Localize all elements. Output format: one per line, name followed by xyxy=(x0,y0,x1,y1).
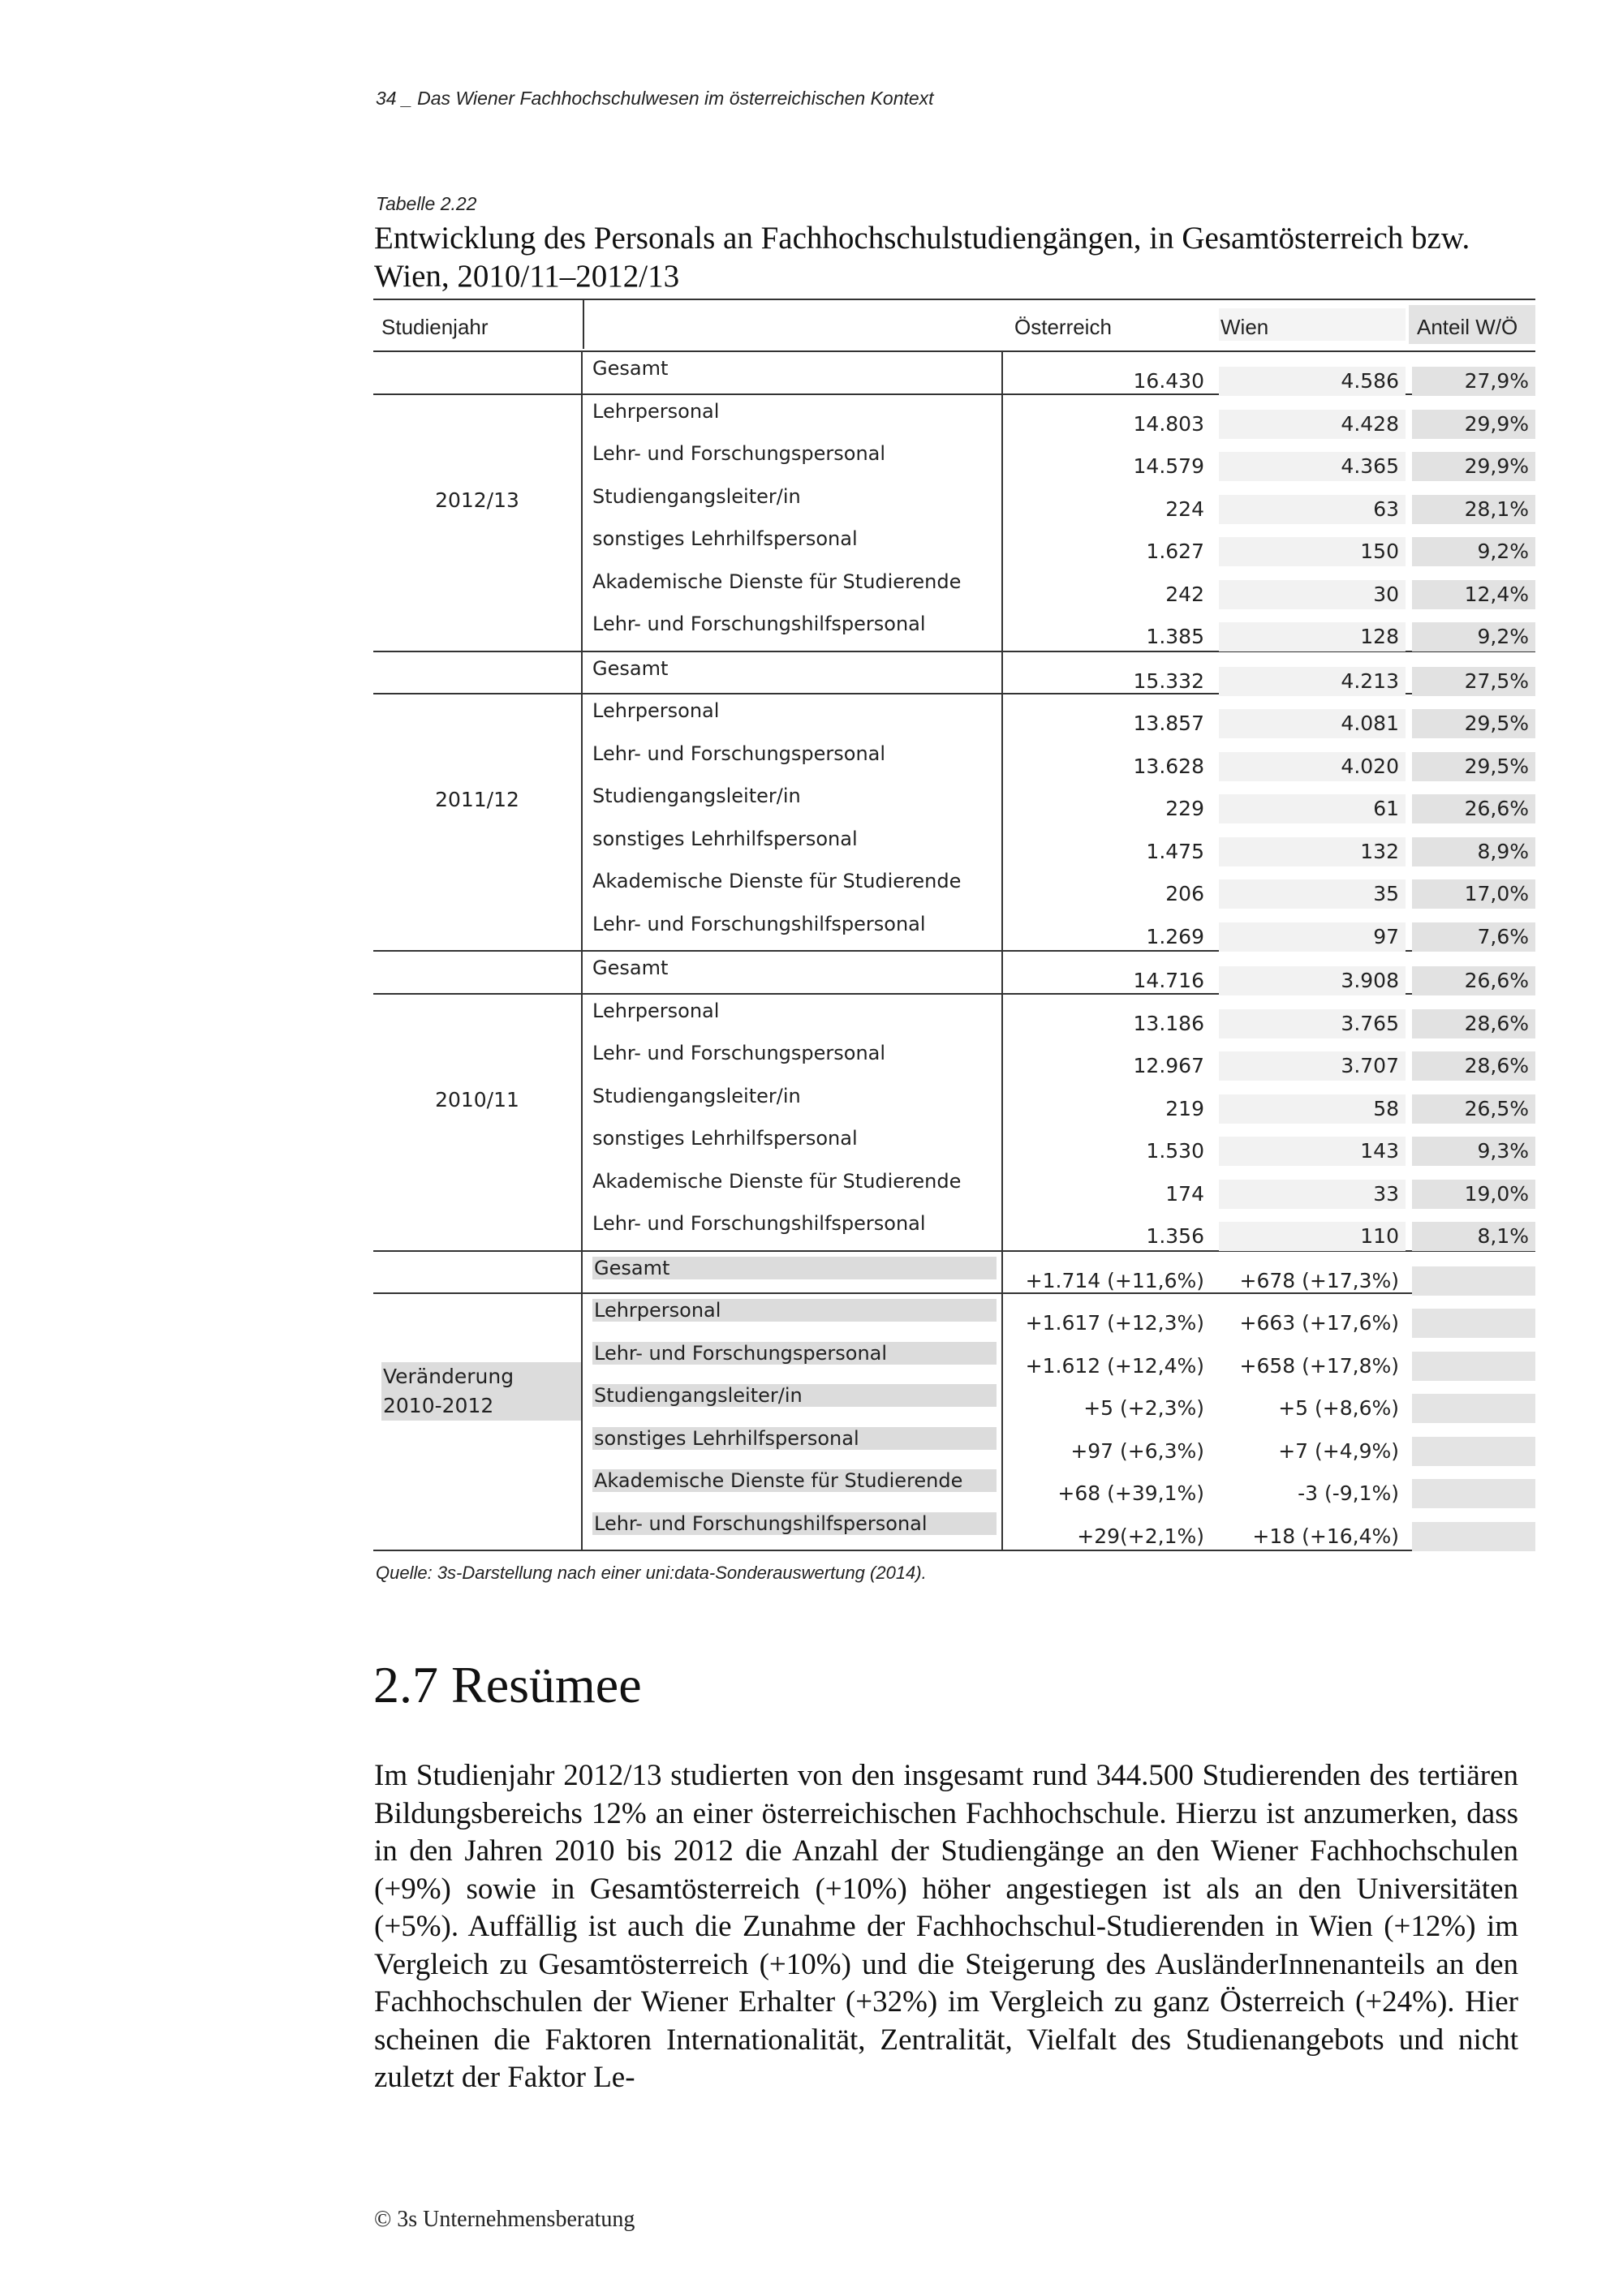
change-share-empty xyxy=(1412,1266,1535,1296)
row-label: Akademische Dienste für Studierende xyxy=(592,1169,962,1193)
value-vienna: 132 xyxy=(1219,837,1406,866)
table-header-row xyxy=(373,299,1535,352)
change-share-empty xyxy=(1412,1522,1535,1551)
value-austria: 1.475 xyxy=(1146,839,1204,863)
col-header-vienna: Wien xyxy=(1219,308,1406,341)
value-austria: 14.716 xyxy=(1133,969,1204,992)
body-paragraph: Im Studienjahr 2012/13 studierten von den insgesamt rund 344.500 Studierenden des tertiären Bildungsbereichs 12% an einer österreichischen Fachhochschule. Hierzu ist anzumerken, dass in den Jahren 2010 bis 2012 die Anzahl der Studiengänge an den Wiener Fachhochschulen (+9%) sowie in Gesamtösterreich (+10%) höher angestiegen ist als an den Universitäten (+5%). Auffällig ist auch die Zunahme der Fachhochschul-Studierenden in Wien (+12%) im Vergleich zu Gesamtösterreich (+10%) und die Steigerung des AusländerInnenanteils an den Fachhochschulen der Wiener Erhalter (+32%) im Vergleich zu ganz Österreich (+24%). Hier scheinen die Faktoren Internationalität, Zentralität, Vielfalt des Studienangebots und nicht zuletzt der Faktor Le- xyxy=(374,1759,1518,2094)
value-share: 9,2% xyxy=(1412,537,1535,566)
change-vienna: +5 (+8,6%) xyxy=(1278,1396,1399,1420)
change-share-empty xyxy=(1412,1479,1535,1508)
value-austria: 13.186 xyxy=(1133,1011,1204,1035)
value-austria: 229 xyxy=(1165,797,1204,820)
value-share: 9,3% xyxy=(1412,1137,1535,1166)
table-row xyxy=(373,1464,1535,1507)
change-austria: +1.612 (+12,4%) xyxy=(1025,1353,1204,1378)
table-row xyxy=(373,780,1535,823)
page-footer: © 3s Unternehmensberatung xyxy=(374,2207,635,2232)
change-share-empty xyxy=(1412,1437,1535,1466)
value-austria: 13.857 xyxy=(1133,712,1204,735)
running-head: 34 _ Das Wiener Fachhochschulwesen im österreichischen Kontext xyxy=(376,88,934,109)
row-label: Lehr- und Forschungspersonal xyxy=(592,742,886,765)
value-share: 26,5% xyxy=(1412,1094,1535,1124)
table-source: Quelle: 3s-Darstellung nach einer uni:data-Sonderauswertung (2014). xyxy=(376,1563,927,1583)
change-austria: +1.714 (+11,6%) xyxy=(1025,1268,1204,1292)
value-vienna: 4.081 xyxy=(1219,709,1406,738)
row-label: Lehr- und Forschungshilfspersonal xyxy=(592,613,926,635)
value-share: 12,4% xyxy=(1412,580,1535,609)
value-share: 26,6% xyxy=(1412,966,1535,995)
row-label: Studiengangsleiter/in xyxy=(592,1384,997,1407)
value-austria: 12.967 xyxy=(1133,1054,1204,1077)
year-label: 2010/11 xyxy=(435,1087,519,1111)
value-vienna: 58 xyxy=(1219,1094,1406,1124)
change-austria: +29(+2,1%) xyxy=(1077,1524,1204,1548)
value-vienna: 4.586 xyxy=(1219,367,1406,396)
value-share: 28,1% xyxy=(1412,495,1535,524)
table-row xyxy=(373,522,1535,565)
value-austria: 1.356 xyxy=(1146,1224,1204,1248)
table-row xyxy=(373,1207,1535,1250)
value-share: 19,0% xyxy=(1412,1180,1535,1209)
value-vienna: 3.765 xyxy=(1219,1009,1406,1038)
row-label: Studiengangsleiter/in xyxy=(592,785,801,807)
value-share: 29,5% xyxy=(1412,709,1535,738)
personnel-table xyxy=(373,299,1535,1551)
table-label: Tabelle 2.22 xyxy=(376,193,477,214)
table-row xyxy=(373,395,1535,438)
value-vienna: 3.707 xyxy=(1219,1051,1406,1081)
row-label: Studiengangsleiter/in xyxy=(592,484,801,508)
change-share-empty xyxy=(1412,1394,1535,1423)
change-austria: +5 (+2,3%) xyxy=(1083,1396,1204,1420)
value-vienna: 61 xyxy=(1219,794,1406,823)
value-austria: 1.385 xyxy=(1146,625,1204,648)
table-row xyxy=(373,1080,1535,1123)
value-vienna: 110 xyxy=(1219,1222,1406,1251)
value-austria: 14.803 xyxy=(1133,411,1204,436)
value-austria: 1.627 xyxy=(1146,540,1204,563)
row-label: Lehr- und Forschungshilfspersonal xyxy=(592,912,926,935)
row-label: Lehrpersonal xyxy=(592,399,720,423)
change-share-empty xyxy=(1412,1352,1535,1381)
table-title: Entwicklung des Personals an Fachhochschulstudiengängen, in Gesamtösterreich bzw. Wien, 2010/11–2012/13 xyxy=(374,221,1470,294)
col-header-austria: Österreich xyxy=(1014,315,1112,339)
value-vienna: 150 xyxy=(1219,537,1406,566)
value-share: 8,9% xyxy=(1412,837,1535,866)
value-share: 17,0% xyxy=(1412,879,1535,909)
table-row xyxy=(373,995,1535,1038)
value-share: 27,5% xyxy=(1412,667,1535,696)
row-label: Akademische Dienste für Studierende xyxy=(592,1469,997,1492)
value-share: 26,6% xyxy=(1412,794,1535,823)
value-share: 8,1% xyxy=(1412,1222,1535,1251)
table-row xyxy=(373,1165,1535,1208)
value-vienna: 4.020 xyxy=(1219,752,1406,781)
row-label: Lehrpersonal xyxy=(592,1299,997,1322)
value-vienna: 4.213 xyxy=(1219,667,1406,696)
table-row xyxy=(373,480,1535,523)
value-vienna: 35 xyxy=(1219,879,1406,909)
value-austria: 14.579 xyxy=(1133,454,1204,478)
change-vienna: +678 (+17,3%) xyxy=(1239,1268,1399,1292)
row-label: sonstiges Lehrhilfspersonal xyxy=(592,1427,997,1450)
value-vienna: 4.428 xyxy=(1219,410,1406,439)
change-group xyxy=(373,1252,1535,1552)
table-row xyxy=(373,1337,1535,1380)
change-austria: +1.617 (+12,3%) xyxy=(1025,1311,1204,1335)
table-row xyxy=(373,865,1535,908)
table-row xyxy=(373,437,1535,480)
value-share: 29,5% xyxy=(1412,752,1535,781)
value-vienna: 128 xyxy=(1219,622,1406,651)
year-label: 2012/13 xyxy=(435,488,519,512)
year-group xyxy=(373,652,1535,952)
row-label: Lehr- und Forschungspersonal xyxy=(592,1042,886,1064)
value-share: 28,6% xyxy=(1412,1009,1535,1038)
table-row xyxy=(373,737,1535,780)
change-vienna: +7 (+4,9%) xyxy=(1278,1438,1399,1463)
year-label: 2011/12 xyxy=(435,788,519,811)
col-header-year: Studienjahr xyxy=(381,315,489,339)
value-share: 29,9% xyxy=(1412,410,1535,439)
year-group xyxy=(373,952,1535,1252)
value-share: 29,9% xyxy=(1412,452,1535,481)
row-label: sonstiges Lehrhilfspersonal xyxy=(592,827,858,850)
value-vienna: 33 xyxy=(1219,1180,1406,1209)
value-austria: 206 xyxy=(1165,882,1204,905)
row-label: Gesamt xyxy=(592,357,669,380)
row-label: Lehr- und Forschungshilfspersonal xyxy=(592,1512,997,1535)
change-vienna: +658 (+17,8%) xyxy=(1239,1353,1399,1378)
value-austria: 1.269 xyxy=(1146,924,1204,948)
table-row xyxy=(373,908,1535,951)
row-label: sonstiges Lehrhilfspersonal xyxy=(592,1127,858,1150)
value-vienna: 143 xyxy=(1219,1137,1406,1166)
value-austria: 174 xyxy=(1165,1181,1204,1206)
table-row xyxy=(373,952,1535,995)
value-austria: 224 xyxy=(1165,497,1204,521)
row-label: Lehrpersonal xyxy=(592,999,720,1022)
value-vienna: 3.908 xyxy=(1219,966,1406,995)
row-label: Lehr- und Forschungspersonal xyxy=(592,442,886,465)
value-vienna: 97 xyxy=(1219,922,1406,952)
change-vienna: +18 (+16,4%) xyxy=(1252,1524,1399,1548)
table-row xyxy=(373,823,1535,866)
change-share-empty xyxy=(1412,1309,1535,1338)
row-label: Lehr- und Forschungshilfspersonal xyxy=(592,1212,926,1235)
table-row xyxy=(373,1252,1535,1295)
change-vienna: +663 (+17,6%) xyxy=(1239,1311,1399,1335)
change-label-line1: Veränderung xyxy=(383,1365,514,1388)
table-row xyxy=(373,1122,1535,1165)
value-vienna: 63 xyxy=(1219,495,1406,524)
value-share: 9,2% xyxy=(1412,622,1535,651)
row-label: Lehrpersonal xyxy=(592,699,720,722)
table-row xyxy=(373,1507,1535,1550)
change-austria: +97 (+6,3%) xyxy=(1070,1438,1204,1463)
table-row xyxy=(373,1422,1535,1465)
row-label: Gesamt xyxy=(592,957,669,979)
value-austria: 1.530 xyxy=(1146,1139,1204,1163)
value-austria: 16.430 xyxy=(1133,369,1204,393)
section-title: 2.7 Resümee xyxy=(373,1656,642,1713)
value-share: 27,9% xyxy=(1412,367,1535,396)
row-label: Gesamt xyxy=(592,656,669,680)
change-austria: +68 (+39,1%) xyxy=(1057,1481,1204,1505)
table-row xyxy=(373,1294,1535,1337)
value-austria: 242 xyxy=(1165,582,1204,606)
change-vienna: -3 (-9,1%) xyxy=(1298,1481,1399,1505)
row-label: Akademische Dienste für Studierende xyxy=(592,570,962,593)
row-label: Lehr- und Forschungspersonal xyxy=(592,1342,997,1365)
row-label: sonstiges Lehrhilfspersonal xyxy=(592,527,858,550)
row-label: Studiengangsleiter/in xyxy=(592,1084,801,1107)
table-row xyxy=(373,565,1535,608)
table-row xyxy=(373,352,1535,395)
value-share: 28,6% xyxy=(1412,1051,1535,1081)
value-vienna: 4.365 xyxy=(1219,452,1406,481)
value-austria: 219 xyxy=(1165,1096,1204,1120)
table-row xyxy=(373,1037,1535,1080)
row-label: Akademische Dienste für Studierende xyxy=(592,870,962,892)
row-label: Gesamt xyxy=(592,1257,997,1279)
table-row xyxy=(373,694,1535,737)
value-vienna: 30 xyxy=(1219,580,1406,609)
table-row xyxy=(373,652,1535,695)
table-row xyxy=(373,1379,1535,1422)
year-group xyxy=(373,352,1535,652)
value-austria: 15.332 xyxy=(1133,669,1204,693)
table-row xyxy=(373,608,1535,651)
col-header-share: Anteil W/Ö xyxy=(1409,305,1535,344)
change-label-line2: 2010-2012 xyxy=(383,1394,494,1417)
value-austria: 13.628 xyxy=(1133,754,1204,778)
value-share: 7,6% xyxy=(1412,922,1535,952)
